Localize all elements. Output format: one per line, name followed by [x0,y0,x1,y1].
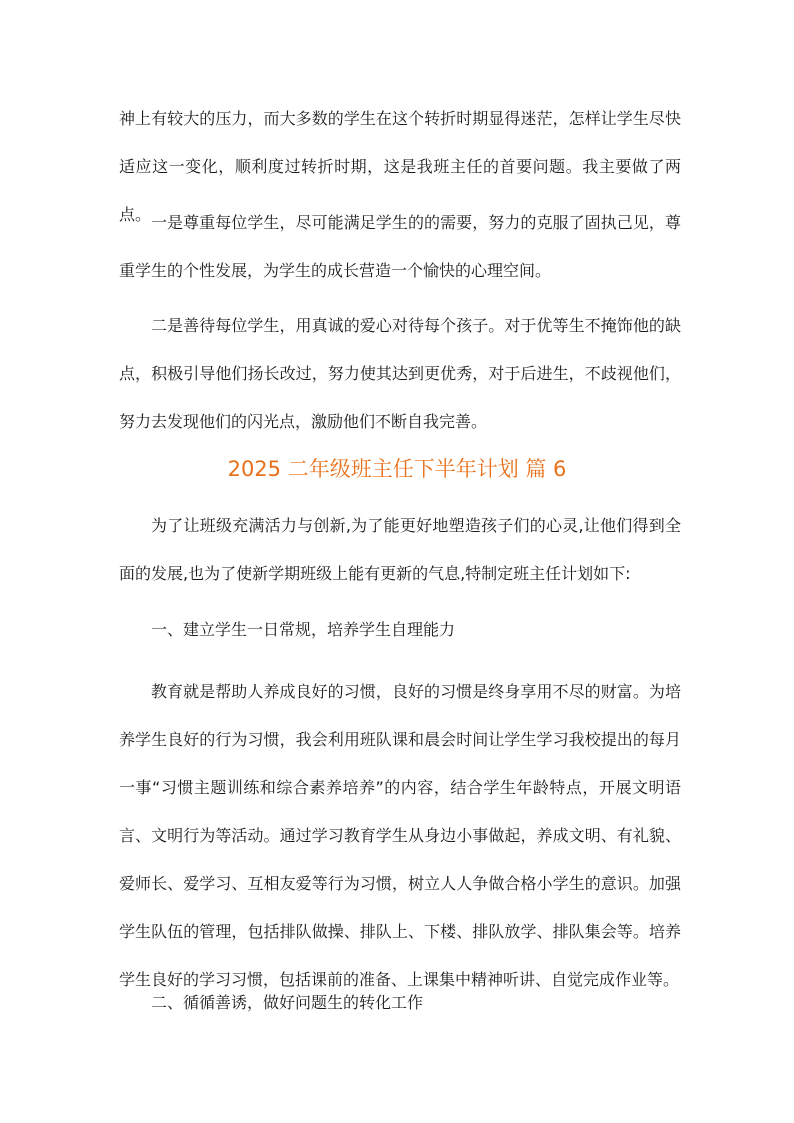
point-one-paragraph: 一是尊重每位学生，尽可能满足学生的的需要，努力的克服了固执己见，尊重学生的个性发展，为学生的成长营造一个愉快的心理空间。 [119,213,681,280]
section-title: 2025 二年级班主任下半年计划 篇 6 [227,457,567,481]
item-two-heading: 二、循循善诱，做好问题生的转化工作 [151,993,424,1012]
item-one-body: 教育就是帮助人养成良好的习惯，良好的习惯是终身享用不尽的财富。为培养学生良好的行为习惯，我会利用班队课和晨会时间让学生学习我校提出的每月一事“习惯主题训练和综合素养培养”的内容，结合学生年龄特点，开展文明语言、文明行为等活动。通过学习教育学生从身边小事做起，养成文明、有礼貌、爱师长、爱学习、互相友爱等行为习惯，树立人人争做合格小学生的意识。加强学生队伍的管理，包括排队做操、排队上、下楼、排队放学、排队集会等。培养学生良好的学习习惯，包括课前的准备、上课集中精神听讲、自觉完成作业等。 [119,682,681,989]
item-one-heading: 一、建立学生一日常规，培养学生自理能力 [151,620,456,639]
point-two-paragraph: 二是善待每位学生，用真诚的爱心对待每个孩子。对于优等生不掩饰他的缺点，积极引导他们扬长改过，努力使其达到更优秀，对于后进生，不歧视他们，努力去发现他们的闪光点，激励他们不断自我完善。 [119,316,681,431]
intro-paragraph: 为了让班级充满活力与创新,为了能更好地塑造孩子们的心灵,让他们得到全面的发展,也为了使新学期班级上能有更新的气息,特制定班主任计划如下: [119,516,681,583]
continuation-paragraph: 神上有较大的压力，而大多数的学生在这个转折时期显得迷茫，怎样让学生尽快适应这一变化，顺利度过转折时期，这是我班主任的首要问题。我主要做了两点。 [119,109,681,224]
